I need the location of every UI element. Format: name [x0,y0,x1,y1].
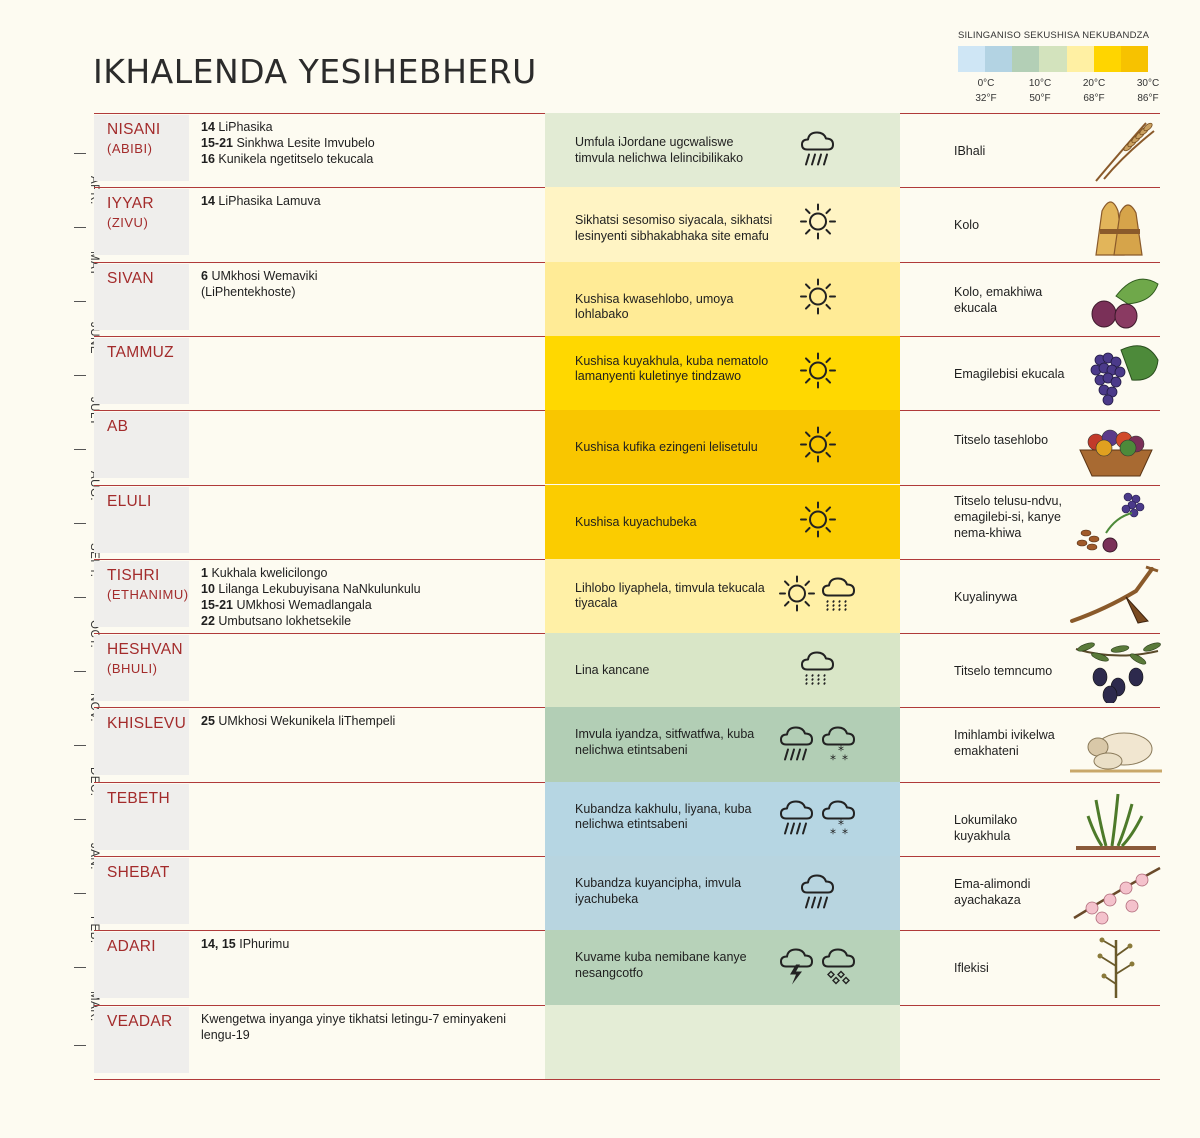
legend-swatch [1012,46,1039,72]
drizzle-cloud-icon [798,648,838,693]
axis-tick [74,301,86,302]
month-name: KHISLEVU [107,715,187,733]
crop-text: Iflekisi [954,961,989,976]
drizzle-cloud-icon [819,573,859,618]
crop-text: Lokumilako kuyakhula [954,812,1018,843]
crop-text: Emagilebisi ekucala [954,366,1065,381]
axis-tick [74,819,86,820]
month-row [94,485,1160,559]
svg-text:*: * [830,752,836,763]
climate-text: Lina kancane [575,663,650,678]
feast-item: 16 Kunikela ngetitselo tekucala [201,152,374,167]
month-cell [94,561,189,627]
month-alt-name: (ETHANIMU) [107,586,189,602]
month-name: SHEBAT [107,864,170,881]
month-cell [94,858,189,924]
dates-grapes-icon [1066,489,1166,555]
legend-tick: 10°C 50°F [1028,78,1052,104]
feast-item: 6 UMkhosi Wemaviki [201,268,318,283]
climate-text: Sikhatsi sesomiso siyacala, sikhatsi lesinyenti sibhakabhaka site emafu [575,213,773,243]
legend-swatch [1094,46,1121,72]
legend-swatch [1067,46,1094,72]
month-row [94,633,1160,707]
rain-cloud-icon [798,128,838,173]
climate-text: Imvula iyandza, sitfwatfwa, kuba nelichwa etintsabeni [575,727,755,757]
month-row [94,410,1160,484]
month-cell [94,412,189,478]
feast-item: 22 Umbutsano lokhetsekile [201,614,352,629]
legend-swatch [1121,46,1148,72]
month-name: VEADAR [107,1012,173,1030]
axis-tick [74,893,86,894]
snow-cloud-icon [819,796,859,841]
month-cell [94,709,189,775]
crop-text: Kolo, emakhiwa ekucala [954,284,1043,315]
climate-text: Kushisa kuyakhula, kuba nematolo lamanyenti kuletinye tindzawo [575,353,769,384]
month-row [94,1005,1160,1079]
climate-text: Kubandza kakhulu, liyana, kuba nelichwa etintsabeni [575,801,752,832]
climate-text: Kushisa kuyachubeka [575,514,697,529]
feasts-list [201,565,541,630]
olive-icon [1066,637,1166,703]
month-name: TAMMUZ [107,343,174,361]
sprout-icon [1066,786,1166,852]
feast-item: 1 Kukhala kwelicilongo [201,565,328,580]
feast-item: 15-21 Sinkhwa Lesite Imvubelo [201,136,375,151]
feasts-list [201,268,541,300]
climate-cell [545,410,900,484]
legend-tick: 0°C 32°F [975,78,997,104]
month-row [94,856,1160,930]
row-divider [94,1079,1160,1080]
legend-swatch [985,46,1012,72]
climate-cell [545,187,900,261]
axis-tick [74,375,86,376]
feast-item: (LiPhentekhoste) [201,284,296,299]
feast-item: 25 UMkhosi Wekunikela liThempeli [201,714,396,729]
legend-tick: 20°C 68°F [1082,78,1106,104]
month-row [94,782,1160,856]
svg-text:*: * [838,743,844,758]
temperature-legend [958,30,1160,106]
month-alt-name: (BHULI) [107,661,158,677]
month-cell [94,338,189,404]
grapes-icon [1066,340,1166,406]
crop-text: Titselo tasehlobo [954,433,1049,448]
month-row [94,559,1160,633]
climate-text: Kubandza kuyancipha, imvula iyachubeka [575,876,742,906]
month-row [94,262,1160,336]
sheep-icon [1066,711,1166,777]
month-name: ADARI [107,938,156,956]
month-name: HESHVAN [107,641,183,659]
climate-cell [545,633,900,707]
fruit-basket-icon [1066,414,1166,480]
flax-icon [1066,934,1166,1000]
rain-cloud-icon [777,722,817,767]
feasts-list [201,119,541,168]
svg-text:*: * [842,752,848,763]
month-name: TISHRI [107,566,160,584]
sun-icon [798,499,838,544]
barley-icon [1066,117,1166,183]
plough-icon [1066,563,1166,629]
axis-tick [74,227,86,228]
month-cell [94,635,189,701]
month-cell [94,784,189,850]
month-alt-name: (ZIVU) [107,215,149,231]
feast-item: 15-21 UMkhosi Wemadlangala [201,598,372,613]
month-name: TEBETH [107,789,170,807]
month-alt-name: (ABIBI) [107,141,153,156]
feasts-list [201,713,541,729]
crop-text: Titselo telusu-ndvu, emagilebi-si, kanye nema-khiwa [954,493,1062,540]
crop-text: Imihlambi ivikelwa emakhateni [954,728,1055,759]
climate-cell [545,782,900,856]
month-name: NISANI [107,121,161,138]
climate-text: Lihlobo liyaphela, timvula tekucala tiyacala [575,580,765,611]
axis-tick [74,597,86,598]
feast-item: Kwengetwa inyanga yinye tikhatsi letingu-7 eminyakeni lengu-19 [201,1011,507,1042]
month-name: IYYAR [107,195,154,213]
month-name: ELULI [107,492,152,510]
legend-swatch [958,46,985,72]
legend-swatch [1039,46,1066,72]
feast-item: 10 Lilanga Lekubuyisana NaNkulunkulu [201,582,421,596]
month-row [94,336,1160,410]
axis-tick [74,745,86,746]
crop-text: Kuyalinywa [954,589,1018,604]
rain-cloud-icon [798,871,838,916]
climate-cell [545,113,900,187]
rain-cloud-icon [777,796,817,841]
axis-tick [74,967,86,968]
svg-text:*: * [838,817,844,832]
legend-ticks [958,76,1160,106]
climate-cell [545,1005,900,1079]
climate-cell [545,485,900,559]
page-title: IKHALENDA YESIHEBHERU [93,52,537,91]
feast-item: 14, 15 IPhurimu [201,937,290,952]
month-cell [94,1007,189,1073]
crop-text: IBhali [954,144,986,158]
month-name: SIVAN [107,269,154,287]
crop-text: Ema-alimondi ayachakaza [954,877,1031,907]
axis-tick [74,523,86,524]
climate-cell [545,707,900,781]
climate-text: Umfula iJordane ugcwaliswe timvula nelichwa lelincibilikako [575,135,744,165]
axis-tick [74,671,86,672]
svg-text:*: * [830,826,836,837]
hail-cloud-icon [819,945,859,990]
sun-icon [798,276,838,321]
legend-swatches [958,46,1148,72]
snow-cloud-icon [819,722,859,767]
crop-text: Titselo temncumo [954,664,1053,679]
month-row [94,930,1160,1004]
axis-tick [74,1045,86,1046]
month-row [94,707,1160,781]
month-cell [94,487,189,553]
climate-cell [545,262,900,336]
climate-text: Kuvame kuba nemibane kanye nesangcotfo [575,950,747,980]
sun-icon [798,351,838,396]
feasts-list [201,193,541,209]
climate-cell [545,336,900,410]
month-cell [94,264,189,330]
sun-icon [798,425,838,470]
month-cell [94,115,189,181]
climate-text: Kushisa kwasehlobo, umoya lohlabako [575,291,734,322]
axis-tick [74,153,86,154]
month-row [94,113,1160,187]
storm-cloud-icon [777,945,817,990]
sun-icon [777,573,817,618]
almond-blossom-icon [1066,860,1166,926]
climate-cell [545,559,900,633]
axis-tick [74,449,86,450]
month-row [94,187,1160,261]
month-name: AB [107,418,129,436]
legend-title: SILINGANISO SEKUSHISA NEKUBANDZA [958,30,1150,41]
svg-text:*: * [842,826,848,837]
month-cell [94,189,189,255]
climate-cell [545,856,900,930]
month-cell [94,932,189,998]
legend-tick: 30°C 86°F [1136,78,1160,104]
feasts-list [201,1011,541,1043]
climate-text: Kushisa kufika ezingeni lelisetulu [575,440,758,455]
fig-icon [1066,266,1166,332]
feast-item: 14 LiPhasika [201,120,273,134]
crop-text: Kolo [954,218,980,233]
feast-item: 14 LiPhasika Lamuva [201,194,321,209]
feasts-list [201,936,541,952]
sun-icon [798,202,838,247]
wheat-sheaf-icon [1066,191,1166,257]
climate-cell [545,930,900,1004]
